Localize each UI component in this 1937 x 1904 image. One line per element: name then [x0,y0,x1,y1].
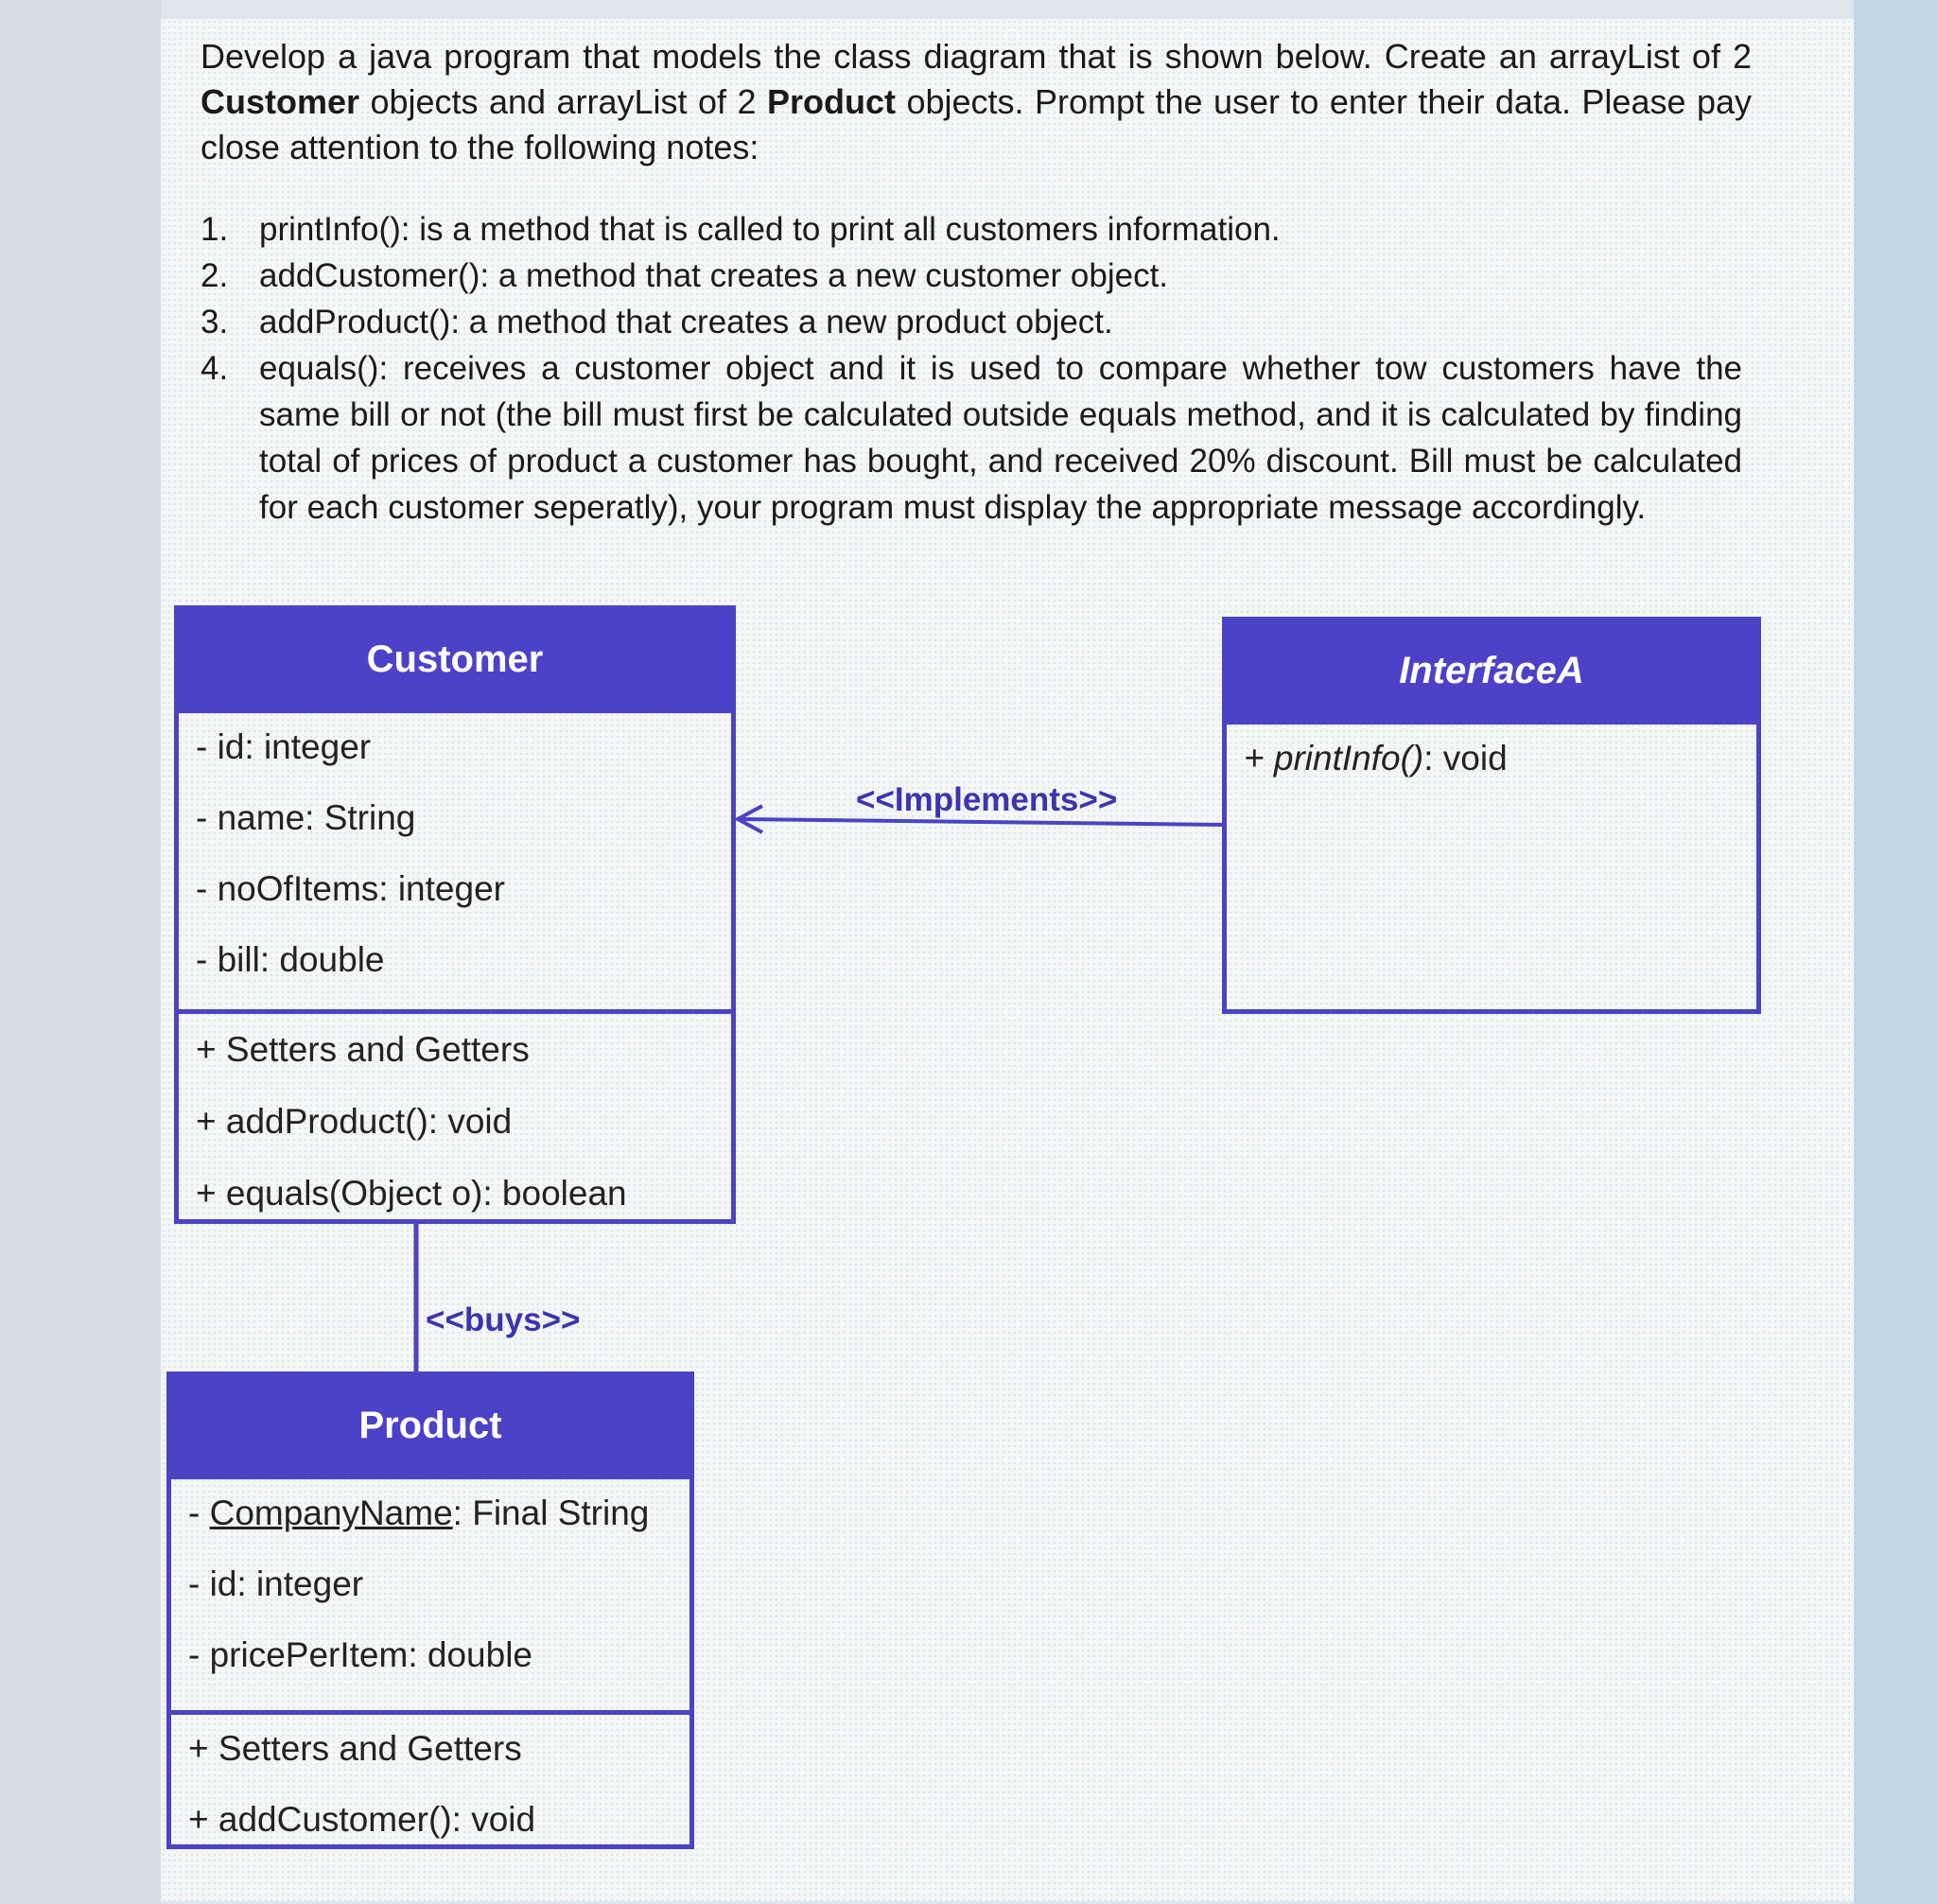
intro-text-3: objects. Prompt the user to enter their data. Please pay close attention to the following notes: [201,82,1752,166]
product-attribute-type: : Final String [452,1494,650,1532]
customer-attribute: - bill: double [196,940,385,979]
product-attribute: - id: integer [188,1564,364,1603]
note-text: addProduct(): a method that creates a new product object. [259,304,1113,341]
note-number: 3. [201,304,229,341]
note-number: 2. [201,257,229,294]
product-method: + Setters and Getters [188,1729,522,1768]
note-number: 4. [201,350,229,387]
intro-product-word: Product [766,82,896,121]
intro-text-2: objects and arrayList of 2 [359,82,767,121]
note-text: printInfo(): is a method that is called to print all customers information. [259,211,1281,248]
customer-method: + equals(Object o): boolean [196,1174,627,1213]
customer-method: + Setters and Getters [196,1030,530,1069]
intro-text-1: Develop a java program that models the class diagram that is shown below. Create an arrayList of 2 [201,37,1752,76]
customer-class-title: Customer [179,610,731,708]
interface-method-type: : void [1423,739,1508,777]
note-text: equals(): receives a customer object and it is used to compare whether tow customers have the same bill or not (the bill must first be calculated outside equals method, and it is calculated by finding total of prices of product a customer has bought, and received 20% discount. Bill must be calculated for each customer seperatly), your program must display the appropriate message accordingly. [259,350,1742,526]
buys-label: <<buys>> [426,1301,581,1338]
customer-attribute: - name: String [196,798,416,837]
interface-method-name: + printInfo() [1244,739,1424,777]
customer-method: + addProduct(): void [196,1102,513,1141]
interface-class-title: InterfaceA [1227,621,1756,720]
note-text: addCustomer(): a method that creates a new customer object. [259,257,1169,294]
implements-line [740,819,1225,825]
implements-label: <<Implements>> [856,781,1118,818]
customer-attribute: - id: integer [196,727,372,766]
customer-attribute: - noOfItems: integer [196,869,505,908]
product-attribute-prefix: - [188,1494,210,1532]
note-number: 1. [201,211,229,248]
intro-customer-word: Customer [201,82,360,121]
product-method: + addCustomer(): void [188,1800,536,1839]
product-class-title: Product [171,1376,689,1475]
product-attribute-companyname: CompanyName [209,1494,453,1532]
product-attribute: - pricePerItem: double [188,1635,533,1674]
